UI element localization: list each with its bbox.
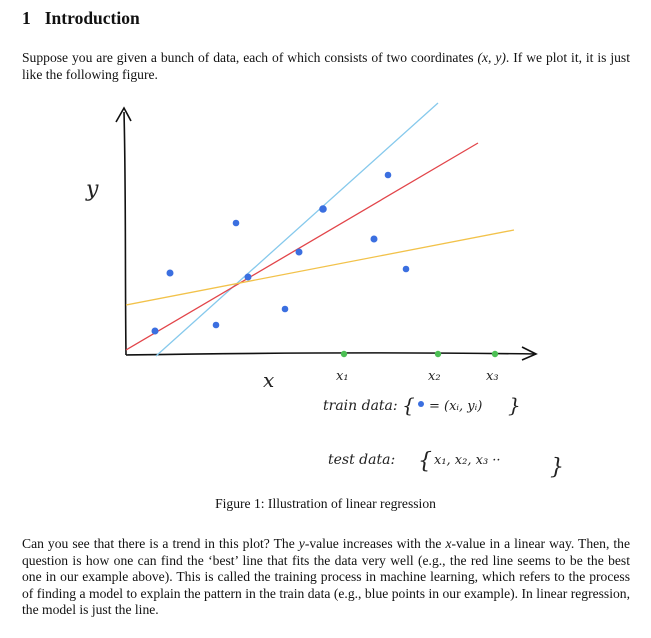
x-axis — [126, 353, 536, 355]
train-point — [152, 328, 159, 335]
test-tick-x1 — [341, 351, 347, 357]
x-axis-label: x — [263, 368, 275, 392]
explanation-paragraph: Can you see that there is a trend in this plot? The y-value increases with the x-value in a linear way. Then, the question is how one can find the ‘best’ line that fits the data very well (e.g., the red line seems to be the best one in our example above). This is called the training process in machine learning, which refers to the process of finding a model to explain the pattern in the train data (e.g., blue points in our example). In linear regression, the model is just the line. — [22, 536, 630, 618]
x-math: x — [445, 536, 452, 551]
test-set-expression: x₁, x₂, x₃ ·· — [434, 453, 501, 468]
figure-caption: Figure 1: Illustration of linear regression — [215, 496, 436, 511]
train-point — [296, 249, 303, 256]
train-point — [245, 274, 252, 281]
test-tick-x2 — [435, 351, 441, 357]
train-point — [282, 306, 289, 313]
train-brace-open: { — [402, 393, 415, 417]
train-point — [371, 236, 378, 243]
test-data-label: test data: — [328, 452, 396, 468]
tick-label-x1: x₁ — [336, 369, 349, 384]
intro-paragraph: Suppose you are given a bunch of data, each of which consists of two coordinates (x, y). If we plot it, it is just like the following figure. — [22, 50, 630, 82]
y-axis-label: y — [86, 177, 99, 202]
train-point — [213, 322, 220, 329]
yellow-fit-line — [126, 230, 514, 305]
y-math: y — [298, 536, 305, 551]
train-brace-close: } — [508, 393, 521, 417]
blue-fit-line — [156, 103, 438, 356]
train-point — [233, 220, 240, 227]
section-number: 1 — [22, 8, 31, 28]
train-point — [319, 205, 327, 213]
train-point-legend — [418, 401, 424, 407]
y-axis — [124, 112, 126, 355]
red-fit-line — [126, 143, 478, 350]
coordinate-math: (x, y) — [477, 50, 506, 65]
train-point — [167, 270, 174, 277]
test-tick-x3 — [492, 351, 498, 357]
section-title: Introduction — [44, 8, 140, 28]
tick-label-x2: x₂ — [428, 369, 441, 384]
train-points — [152, 172, 410, 335]
train-data-label: train data: — [323, 398, 398, 414]
train-point — [403, 266, 410, 273]
train-point — [385, 172, 392, 179]
tick-label-x3: x₃ — [486, 369, 499, 384]
test-brace-close: } — [550, 455, 564, 480]
test-brace-open: { — [418, 449, 432, 474]
train-set-expression: = (xᵢ, yᵢ) — [429, 399, 483, 414]
